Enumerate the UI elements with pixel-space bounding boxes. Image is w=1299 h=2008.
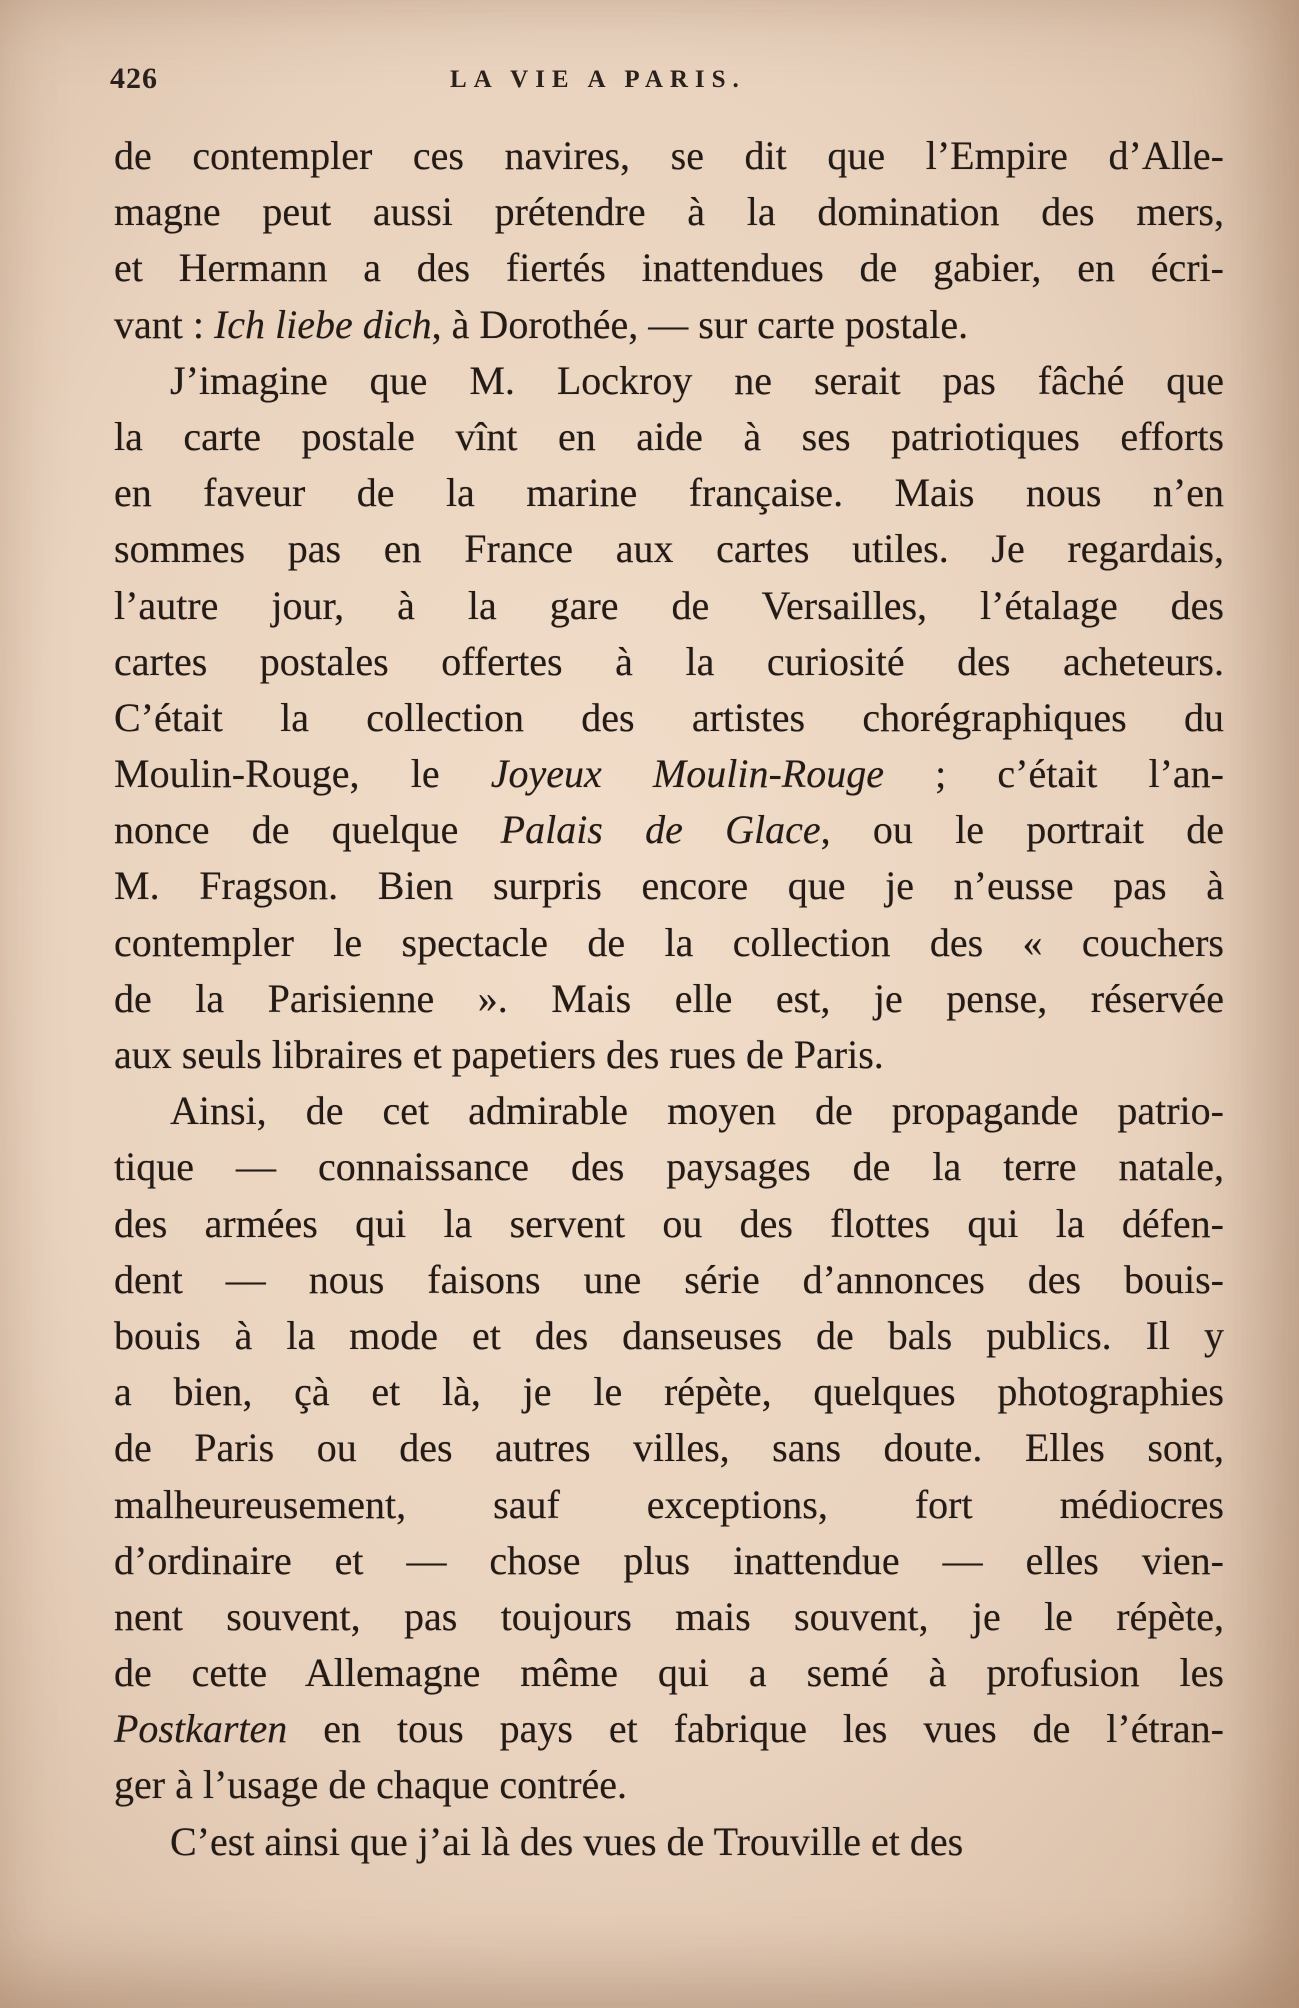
body-text <box>114 128 1224 1870</box>
running-head <box>110 62 830 112</box>
text-line: en faveur de la marine française. Mais nous n’en <box>114 470 1224 516</box>
text-line: C’est ainsi que j’ai là des vues de Trouville et des <box>170 1818 964 1864</box>
text-run: ; c’était l’an- <box>883 751 1224 797</box>
text-run: nonce de quelque <box>114 807 501 853</box>
text-line <box>114 746 1224 802</box>
text-line: de la Parisienne ». Mais elle est, je pense, réservée <box>114 975 1224 1021</box>
italic-phrase: Postkarten <box>114 1706 288 1752</box>
text-line: dent — nous faisons une série d’annonces des bouis- <box>114 1256 1224 1302</box>
text-line: sommes pas en France aux cartes utiles. Je regardais, <box>114 526 1224 572</box>
text-run: Moulin-Rouge, le <box>114 751 491 797</box>
text-line: bouis à la mode et des danseuses de bals publics. Il y <box>114 1312 1224 1358</box>
text-line: l’autre jour, à la gare de Versailles, l’étalage des <box>114 582 1224 628</box>
text-line: Ainsi, de cet admirable moyen de propagande patrio- <box>170 1088 1224 1134</box>
text-line: des armées qui la servent ou des flottes qui la défen- <box>114 1200 1224 1246</box>
text-line <box>114 802 1224 858</box>
text-line: contempler le spectacle de la collection des « couchers <box>114 919 1224 965</box>
running-title: LA VIE A PARIS. <box>450 66 746 93</box>
text-line: de contempler ces navires, se dit que l’Empire d’Alle- <box>114 133 1224 178</box>
text-line: M. Fragson. Bien surpris encore que je n’eusse pas à <box>114 863 1224 909</box>
text-line: nent souvent, pas toujours mais souvent, je le répète, <box>114 1593 1224 1639</box>
text-line <box>114 297 1224 353</box>
italic-phrase: Joyeux Moulin-Rouge <box>490 751 884 797</box>
text-line: ger à l’usage de chaque contrée. <box>114 1762 628 1808</box>
text-run: vant : <box>114 301 214 347</box>
text-line: de Paris ou des autres villes, sans doute. Elles sont, <box>114 1425 1224 1471</box>
text-line: cartes postales offertes à la curiosité des acheteurs. <box>114 638 1224 684</box>
text-line: C’était la collection des artistes chorégraphiques du <box>114 694 1224 740</box>
text-line: d’ordinaire et — chose plus inattendue — elles vien- <box>114 1537 1224 1583</box>
text-line: malheureusement, sauf exceptions, fort médiocres <box>114 1481 1224 1527</box>
text-line: de cette Allemagne même qui a semé à profusion les <box>114 1650 1224 1696</box>
text-run: , à Dorothée, — sur carte postale. <box>431 301 969 347</box>
italic-phrase: Ich liebe dich <box>213 301 432 347</box>
text-line: et Hermann a des fiertés inattendues de gabier, en écri- <box>114 245 1224 291</box>
page-number: 426 <box>110 62 158 95</box>
text-line: aux seuls libraires et papetiers des rues de Paris. <box>114 1032 884 1077</box>
text-line: la carte postale vînt en aide à ses patriotiques efforts <box>114 413 1224 459</box>
text-run: , ou le portrait de <box>820 807 1224 853</box>
text-line <box>114 1701 1224 1757</box>
text-line: a bien, çà et là, je le répète, quelques photographies <box>114 1369 1224 1415</box>
italic-phrase: Palais de Glace <box>500 807 821 853</box>
text-line: J’imagine que M. Lockroy ne serait pas fâché que <box>170 357 1224 403</box>
text-line: magne peut aussi prétendre à la domination des mers, <box>114 189 1224 235</box>
text-line: tique — connaissance des paysages de la terre natale, <box>114 1144 1224 1190</box>
text-run: en tous pays et fabrique les vues de l’étran- <box>287 1706 1224 1752</box>
